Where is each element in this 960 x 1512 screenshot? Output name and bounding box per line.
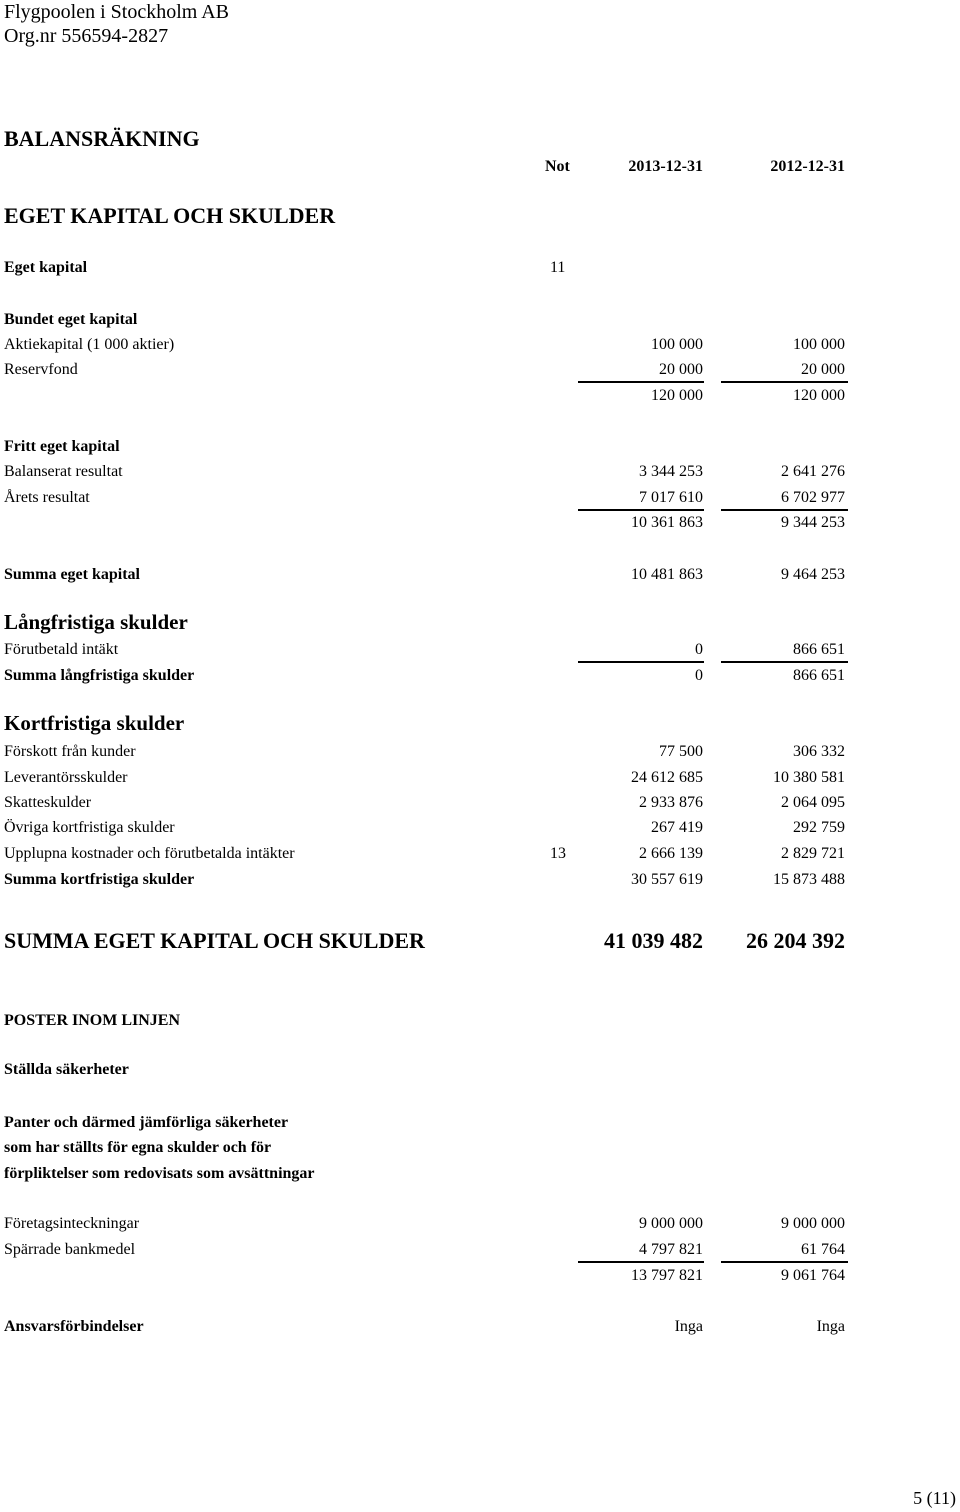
- grand-total-year2: 26 204 392: [746, 928, 845, 953]
- off-balance-title: POSTER INOM LINJEN: [4, 1012, 181, 1029]
- row-value-year1: 2 933 876: [639, 794, 703, 811]
- row-value-year1: 20 000: [659, 361, 703, 378]
- row-value-year1: 24 612 685: [631, 769, 703, 786]
- subtotal-year2: 9 344 253: [781, 514, 845, 531]
- total-year1: 10 481 863: [631, 566, 703, 583]
- underline: [721, 661, 848, 663]
- equity-note: 11: [550, 259, 566, 276]
- section-title: EGET KAPITAL OCH SKULDER: [4, 203, 336, 228]
- row-label: Förutbetald intäkt: [4, 641, 119, 658]
- total-year2: 866 651: [793, 667, 845, 684]
- row-label: Balanserat resultat: [4, 463, 123, 480]
- column-note-header: Not: [545, 158, 570, 175]
- row-value-year1: 4 797 821: [639, 1241, 703, 1258]
- row-value-year2: 6 702 977: [781, 489, 845, 506]
- row-value-year2: 9 000 000: [781, 1215, 845, 1232]
- subtotal-year1: 10 361 863: [631, 514, 703, 531]
- total-year1: 0: [695, 667, 703, 684]
- pledged-desc-line: som har ställts för egna skulder och för: [4, 1139, 272, 1156]
- contingent-year2: Inga: [816, 1318, 845, 1335]
- row-label: Skatteskulder: [4, 794, 92, 811]
- total-label: Summa kortfristiga skulder: [4, 871, 195, 888]
- free-equity-label: Fritt eget kapital: [4, 438, 120, 455]
- page-number: 5 (11): [913, 1488, 956, 1508]
- total-year2: 9 464 253: [781, 566, 845, 583]
- row-value-year2: 292 759: [793, 819, 845, 836]
- row-value-year1: 267 419: [651, 819, 703, 836]
- org-number: Org.nr 556594-2827: [4, 25, 169, 47]
- row-label: Förskott från kunder: [4, 743, 136, 760]
- total-year1: 30 557 619: [631, 871, 703, 888]
- company-name: Flygpoolen i Stockholm AB: [4, 1, 230, 23]
- column-year1-header: 2013-12-31: [628, 158, 703, 175]
- short-term-liabilities-heading: Kortfristiga skulder: [4, 711, 185, 735]
- pledged-assets-label: Ställda säkerheter: [4, 1061, 129, 1078]
- row-value-year2: 866 651: [793, 641, 845, 658]
- row-label: Leverantörsskulder: [4, 769, 128, 786]
- restricted-equity-label: Bundet eget kapital: [4, 311, 138, 328]
- row-value-year1: 3 344 253: [639, 463, 703, 480]
- row-value-year1: 0: [695, 641, 703, 658]
- row-value-year2: 20 000: [801, 361, 845, 378]
- underline: [721, 1261, 848, 1263]
- total-label: Summa långfristiga skulder: [4, 667, 195, 684]
- row-value-year1: 7 017 610: [639, 489, 703, 506]
- total-label: Summa eget kapital: [4, 566, 140, 583]
- underline: [721, 509, 848, 511]
- pledged-desc-line: förpliktelser som redovisats som avsättningar: [4, 1165, 315, 1182]
- row-value-year2: 2 829 721: [781, 845, 845, 862]
- subtotal-year2: 120 000: [793, 387, 845, 404]
- row-label: Företagsinteckningar: [4, 1215, 140, 1232]
- row-value-year2: 100 000: [793, 336, 845, 353]
- subtotal-year2: 9 061 764: [781, 1267, 845, 1284]
- row-label: Årets resultat: [4, 489, 90, 506]
- row-note: 13: [550, 845, 566, 862]
- row-value-year2: 10 380 581: [773, 769, 845, 786]
- row-label: Aktiekapital (1 000 aktier): [4, 336, 175, 353]
- row-value-year2: 2 064 095: [781, 794, 845, 811]
- row-value-year1: 77 500: [659, 743, 703, 760]
- underline: [578, 1261, 704, 1263]
- column-year2-header: 2012-12-31: [770, 158, 845, 175]
- row-value-year1: 9 000 000: [639, 1215, 703, 1232]
- row-value-year2: 2 641 276: [781, 463, 845, 480]
- row-value-year1: 2 666 139: [639, 845, 703, 862]
- row-label: Upplupna kostnader och förutbetalda intäkter: [4, 845, 295, 862]
- underline: [578, 661, 704, 663]
- contingent-liabilities-label: Ansvarsförbindelser: [4, 1318, 144, 1335]
- underline: [578, 509, 704, 511]
- equity-label: Eget kapital: [4, 259, 88, 276]
- total-year2: 15 873 488: [773, 871, 845, 888]
- subtotal-year1: 13 797 821: [631, 1267, 703, 1284]
- row-value-year2: 61 764: [801, 1241, 845, 1258]
- row-value-year2: 306 332: [793, 743, 845, 760]
- underline: [721, 381, 848, 383]
- pledged-desc-line: Panter och därmed jämförliga säkerheter: [4, 1114, 289, 1131]
- contingent-year1: Inga: [674, 1318, 703, 1335]
- row-label: Övriga kortfristiga skulder: [4, 819, 175, 836]
- row-label: Spärrade bankmedel: [4, 1241, 136, 1258]
- subtotal-year1: 120 000: [651, 387, 703, 404]
- row-label: Reservfond: [4, 361, 78, 378]
- page-title: BALANSRÄKNING: [4, 126, 200, 151]
- underline: [578, 381, 704, 383]
- long-term-liabilities-heading: Långfristiga skulder: [4, 610, 188, 634]
- grand-total-year1: 41 039 482: [604, 928, 703, 953]
- row-value-year1: 100 000: [651, 336, 703, 353]
- grand-total-label: SUMMA EGET KAPITAL OCH SKULDER: [4, 928, 425, 953]
